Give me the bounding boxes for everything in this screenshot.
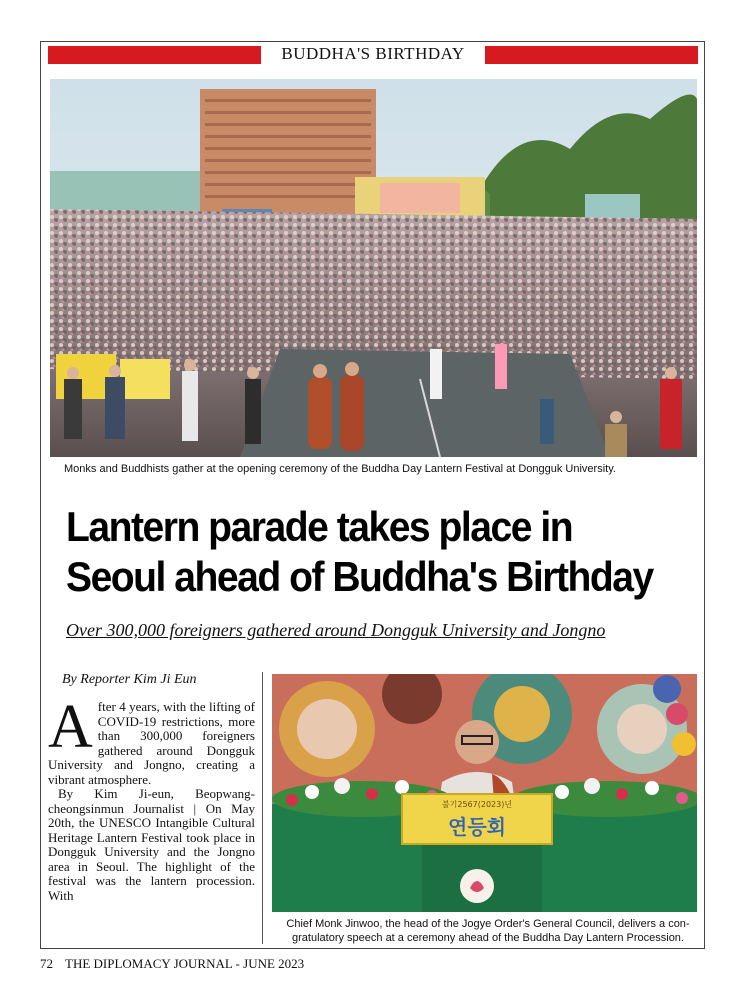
body-paragraph-2: By Kim Ji-eun, Beopwang-cheongsinmun Journalist | On May 20th, the UNESCO Intangible Cultural Heritage Lantern Festival took place in Dongguk University and the Jongno area in Seoul. The highlight of the festival was the lantern procession. With [48, 786, 255, 903]
drop-cap: A [48, 700, 93, 761]
article-byline: By Reporter Kim Ji Eun [62, 672, 197, 687]
article-body [48, 700, 255, 944]
podium-sign-small: 불기2567(2023)년 [441, 800, 513, 809]
section-bar-left [48, 46, 261, 64]
podium-sign-large: 연등회 [448, 815, 506, 839]
bottom-photo-caption: Chief Monk Jinwoo, the head of the Jogye Order's General Council, delivers a con-gratulatory speech at a ceremony ahead of the Buddha Day Lantern Procession. [286, 918, 690, 944]
article-subhead: Over 300,000 foreigners gathered around Dongguk University and Jongno [66, 620, 606, 640]
page-footer [40, 956, 316, 972]
body-paragraph-1-text: fter 4 years, with the lifting of COVID-19 restrictions, more than 300,000 foreigners gathered around Dongguk University and Jongno, creating a vibrant atmosphere. [48, 700, 255, 787]
monk-speech-photo [272, 674, 697, 912]
section-title: BUDDHA'S BIRTHDAY [281, 44, 465, 63]
headline-line-2: Seoul ahead of Buddha's Birthday [66, 553, 653, 600]
article-headline [66, 502, 661, 602]
publication-name: THE DIPLOMACY JOURNAL - JUNE 2023 [65, 956, 305, 971]
section-header [48, 46, 698, 64]
body-paragraph-1 [48, 700, 255, 787]
festival-crowd-photo [50, 79, 697, 457]
page-number: 72 [40, 956, 53, 971]
headline-line-1: Lantern parade takes place in [66, 503, 573, 550]
top-photo-caption: Monks and Buddhists gather at the opening ceremony of the Buddha Day Lantern Festival at Dongguk University. [64, 463, 616, 475]
section-bar-right [485, 46, 698, 64]
column-divider [262, 672, 263, 944]
